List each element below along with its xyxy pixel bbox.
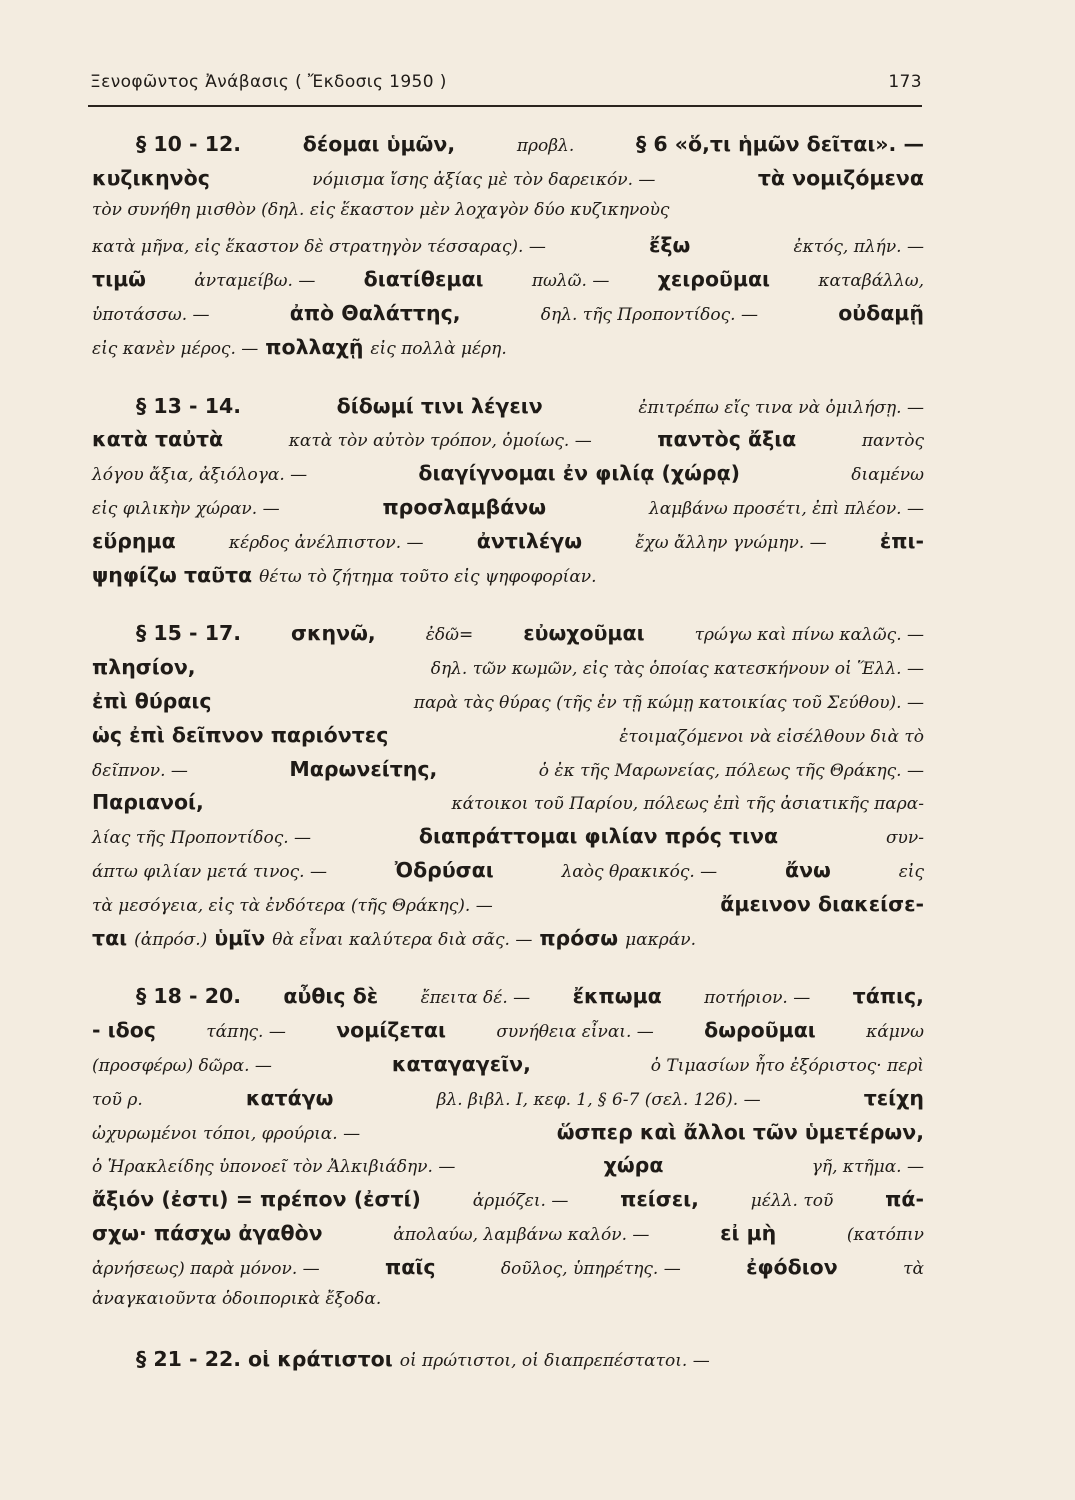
glossary-paragraph — [92, 394, 924, 597]
headword: § 10 - 12. — [136, 132, 242, 156]
gloss-text: ὠχυρωμένοι τόποι, φρούρια. — — [92, 1123, 361, 1144]
text-line — [92, 984, 924, 1018]
text-line — [92, 926, 924, 960]
headword: εὐωχοῦμαι — [523, 621, 645, 646]
headword: ἐφόδιον — [746, 1254, 838, 1279]
gloss-text: μέλλ. τοῦ — [750, 1191, 834, 1212]
glossary-paragraph — [92, 984, 924, 1322]
gloss-text: ὁ Τιμασίων ἦτο ἐξόριστος· περὶ — [650, 1055, 924, 1076]
gloss-text: εἰς φιλικὴν χώραν. — — [92, 498, 280, 519]
headword: ἀντιλέγω — [476, 528, 583, 553]
gloss-text: άπτω φιλίαν μετά τινος. — — [92, 861, 327, 882]
gloss-text: τρώγω καὶ πίνω καλῶς. — — [694, 625, 924, 646]
gloss-text: (ἀπρόσ.) — [134, 929, 208, 950]
gloss-text: ἀρνήσεως) παρὰ μόνον. — — [92, 1258, 320, 1279]
gloss-text: βλ. βιβλ. I, κεφ. 1, § 6-7 (σελ. 126). — — [436, 1089, 761, 1110]
gloss-text: μακράν. — [625, 929, 696, 950]
gloss-text: συν- — [885, 828, 924, 849]
gloss-text: ἑτοιμαζόμενοι νὰ εἰσέλθουν διὰ τὸ — [619, 726, 924, 747]
text-line — [92, 200, 924, 234]
gloss-text: ἐκτός, πλήν. — — [793, 237, 924, 258]
headword: καταγαγεῖν, — [391, 1051, 531, 1076]
gloss-text: λαμβάνω προσέτι, ἐπὶ πλέον. — — [648, 498, 924, 519]
page-number: 173 — [888, 72, 922, 92]
text-line — [92, 394, 924, 428]
gloss-text: δηλ. τῆς Προποντίδος. — — [540, 304, 758, 325]
gloss-text: συνήθεια εἶναι. — — [496, 1022, 654, 1043]
headword: Μαρωνείτης, — [289, 756, 438, 781]
text-line — [92, 1052, 924, 1086]
headword: δέομαι ὑμῶν, — [302, 132, 456, 156]
gloss-text: κατὰ τὸν αὐτὸν τρόπον, ὁμοίως. — — [288, 431, 592, 452]
gloss-text: καταβάλλω, — [818, 271, 924, 292]
gloss-text: εἰς — [898, 861, 924, 882]
header-rule — [88, 105, 922, 107]
headword: § 13 - 14. — [136, 393, 242, 418]
headword: ὡς ἐπὶ δεῖπνον παριόντες — [92, 722, 389, 747]
gloss-text: (κατόπιν — [846, 1224, 924, 1245]
headword: οἱ κράτιστοι — [248, 1347, 393, 1372]
gloss-text: παρὰ τὰς θύρας (τῆς ἐν τῇ κώμῃ κατοικίας τοῦ Σεύθου). — — [413, 692, 924, 713]
gloss-text: κάμνω — [866, 1022, 924, 1043]
text-line — [92, 1187, 924, 1221]
text-line — [92, 427, 924, 461]
text-line — [92, 1347, 924, 1381]
headword: § 18 - 20. — [136, 984, 242, 1009]
text-line — [92, 1255, 924, 1289]
headword: κατὰ ταὐτὰ — [92, 427, 224, 452]
gloss-text: ἐδῶ= — [425, 625, 474, 646]
text-line — [92, 892, 924, 926]
gloss-text: κατὰ μῆνα, εἰς ἕκαστον δὲ στρατηγὸν τέσσαρας). — — [92, 237, 546, 258]
headword: διατίθεμαι — [363, 267, 484, 292]
text-line — [92, 723, 924, 757]
gloss-text: προβλ. — [516, 136, 575, 156]
text-line — [92, 757, 924, 791]
gloss-text: θέτω τὸ ζήτημα τοῦτο εἰς ψηφοφορίαν. — [259, 566, 597, 587]
headword: κατάγω — [245, 1085, 334, 1110]
headword: τάπις, — [852, 984, 924, 1009]
text-line — [92, 233, 924, 267]
gloss-text: θὰ εἶναι καλύτερα διὰ σᾶς. — — [272, 929, 533, 950]
headword: δίδωμί τινι λέγειν — [336, 393, 543, 418]
headword: χειροῦμαι — [657, 267, 771, 292]
headword: - ιδος — [92, 1018, 156, 1043]
gloss-text: γῆ, κτῆμα. — — [811, 1157, 924, 1178]
gloss-text: ὑποτάσσω. — — [92, 304, 210, 325]
running-title: Ξενοφῶντος Ἀνάβασις ( Ἔκδοσις 1950 ) — [90, 72, 447, 92]
headword: ἔκπωμα — [572, 984, 662, 1009]
text-line — [92, 267, 924, 301]
running-header — [90, 72, 922, 102]
gloss-text: κάτοικοι τοῦ Παρίου, πόλεως ἐπὶ τῆς ἀσιατικῆς παρα- — [451, 794, 924, 815]
headword: πά- — [885, 1187, 924, 1212]
gloss-text: οἱ πρώτιστοι, οἱ διαπρεπέστατοι. — — [399, 1351, 710, 1372]
gloss-text: τάπης. — — [206, 1022, 286, 1043]
text-line — [92, 621, 924, 655]
headword: χώρα — [603, 1153, 664, 1178]
headword: παῖς — [385, 1254, 436, 1279]
headword: τιμῶ — [92, 267, 146, 292]
headword: πολλαχῇ — [265, 334, 364, 359]
text-line — [92, 301, 924, 335]
gloss-text: τὰ — [903, 1258, 924, 1279]
gloss-text: εἰς κανὲν μέρος. — — [92, 338, 259, 359]
headword: ἔξω — [648, 233, 691, 258]
gloss-text: δοῦλος, ὑπηρέτης. — — [500, 1258, 681, 1279]
headword: διαπράττομαι φιλίαν πρός τινα — [418, 824, 779, 849]
gloss-text: παντὸς — [861, 431, 924, 452]
headword: § 21 - 22. — [136, 1347, 242, 1372]
gloss-text: ποτήριον. — — [704, 988, 811, 1009]
headword: § 6 «ὅ,τι ἡμῶν δεῖται». — — [635, 132, 924, 156]
headword: τὰ νομιζόμενα — [757, 165, 924, 190]
headword: ἀπὸ Θαλάττης, — [289, 300, 461, 325]
gloss-text: πωλῶ. — — [531, 271, 610, 292]
text-line — [92, 1153, 924, 1187]
headword: οὐδαμῇ — [838, 300, 924, 325]
headword: τείχη — [863, 1085, 924, 1110]
text-line — [92, 335, 924, 369]
headword: κυζικηνὸς — [92, 165, 210, 190]
gloss-text: ἔπειτα δέ. — — [420, 988, 531, 1009]
headword: ται — [92, 925, 128, 950]
headword: πείσει, — [620, 1187, 699, 1212]
gloss-text: λίας τῆς Προποντίδος. — — [92, 828, 312, 849]
text-line — [92, 495, 924, 529]
gloss-text: διαμένω — [851, 465, 924, 486]
headword: § 15 - 17. — [136, 621, 242, 646]
headword: νομίζεται — [336, 1018, 446, 1043]
gloss-text: ἀναγκαιοῦντα ὁδοιπορικὰ ἔξοδα. — [92, 1288, 382, 1309]
gloss-text: ἔχω ἄλλην γνώμην. — — [635, 532, 827, 553]
headword: εἰ μὴ — [720, 1220, 777, 1245]
headword: ἐπι- — [879, 528, 924, 553]
headword: ψηφίζω ταῦτα — [92, 562, 253, 587]
gloss-text: τὸν συνήθη μισθὸν (δηλ. εἰς ἕκαστον μὲν λοχαγὸν δύο κυζικηνοὺς — [92, 199, 670, 220]
headword: πρόσω — [539, 925, 619, 950]
glossary-paragraph — [92, 1347, 924, 1381]
glossary-body — [92, 132, 924, 1406]
gloss-text: ὁ Ἡρακλείδης ὑπονοεῖ τὸν Ἀλκιβιάδην. — — [92, 1157, 456, 1178]
gloss-text: δεῖπνον. — — [92, 760, 188, 781]
headword: ἄμεινον διακείσε- — [720, 891, 924, 916]
gloss-text: εἰς πολλὰ μέρη. — [370, 338, 507, 359]
gloss-text: λαὸς θρακικός. — — [561, 861, 718, 882]
gloss-text: ὁ ἐκ τῆς Μαρωνείας, πόλεως τῆς Θράκης. — — [538, 760, 924, 781]
text-line — [92, 166, 924, 200]
headword: ἐπὶ θύραις — [92, 688, 212, 713]
gloss-text: νόμισμα ἴσης ἀξίας μὲ τὸν δαρεικόν. — — [312, 169, 656, 190]
headword: δωροῦμαι — [704, 1018, 816, 1043]
text-line — [92, 529, 924, 563]
text-line — [92, 689, 924, 723]
headword: ὥσπερ καὶ ἄλλοι τῶν ὑμετέρων, — [556, 1119, 924, 1144]
gloss-text: τοῦ ρ. — [92, 1089, 143, 1110]
gloss-text: ἐπιτρέπω εἴς τινα νὰ ὁμιλήσῃ. — — [638, 397, 924, 418]
headword: διαγίγνομαι ἐν φιλίᾳ (χώρᾳ) — [418, 461, 741, 486]
headword: προσλαμβάνω — [382, 494, 547, 519]
headword: παντὸς ἄξια — [657, 427, 797, 452]
glossary-paragraph — [92, 132, 924, 369]
headword: ἄξιόν (ἐστι) = πρέπον (ἐστί) — [92, 1187, 421, 1212]
headword: πλησίον, — [92, 655, 196, 680]
text-line — [92, 790, 924, 824]
headword: ἄνω — [785, 857, 831, 882]
glossary-paragraph — [92, 621, 924, 959]
headword: αὖθις δὲ — [283, 984, 379, 1009]
headword: Παριανοί, — [92, 790, 204, 815]
text-line — [92, 655, 924, 689]
text-line — [92, 1120, 924, 1154]
text-line — [92, 1018, 924, 1052]
text-line — [92, 1221, 924, 1255]
headword: ὑμῖν — [214, 925, 266, 950]
text-line — [92, 858, 924, 892]
text-line — [92, 132, 924, 166]
gloss-text: ἀπολαύω, λαμβάνω καλόν. — — [393, 1224, 650, 1245]
gloss-text: ἁρμόζει. — — [472, 1191, 569, 1212]
gloss-text: κέρδος ἀνέλπιστον. — — [228, 532, 424, 553]
text-line — [92, 824, 924, 858]
gloss-text: δηλ. τῶν κωμῶν, εἰς τὰς ὁποίας κατεσκήνουν οἱ Ἕλλ. — — [430, 659, 924, 680]
gloss-text: (προσφέρω) δῶρα. — — [92, 1055, 272, 1076]
headword: εὕρημα — [92, 528, 176, 553]
text-line — [92, 1289, 924, 1323]
text-line — [92, 461, 924, 495]
gloss-text: λόγου ἄξια, ἀξιόλογα. — — [92, 465, 308, 486]
headword: Ὀδρύσαι — [394, 857, 494, 882]
headword: σκηνῶ, — [291, 621, 376, 646]
text-line — [92, 1086, 924, 1120]
text-line — [92, 563, 924, 597]
gloss-text: ἀνταμείβω. — — [194, 271, 316, 292]
gloss-text: τὰ μεσόγεια, εἰς τὰ ἐνδότερα (τῆς Θράκης). — — [92, 895, 493, 916]
headword: σχω· πάσχω ἀγαθὸν — [92, 1220, 323, 1245]
